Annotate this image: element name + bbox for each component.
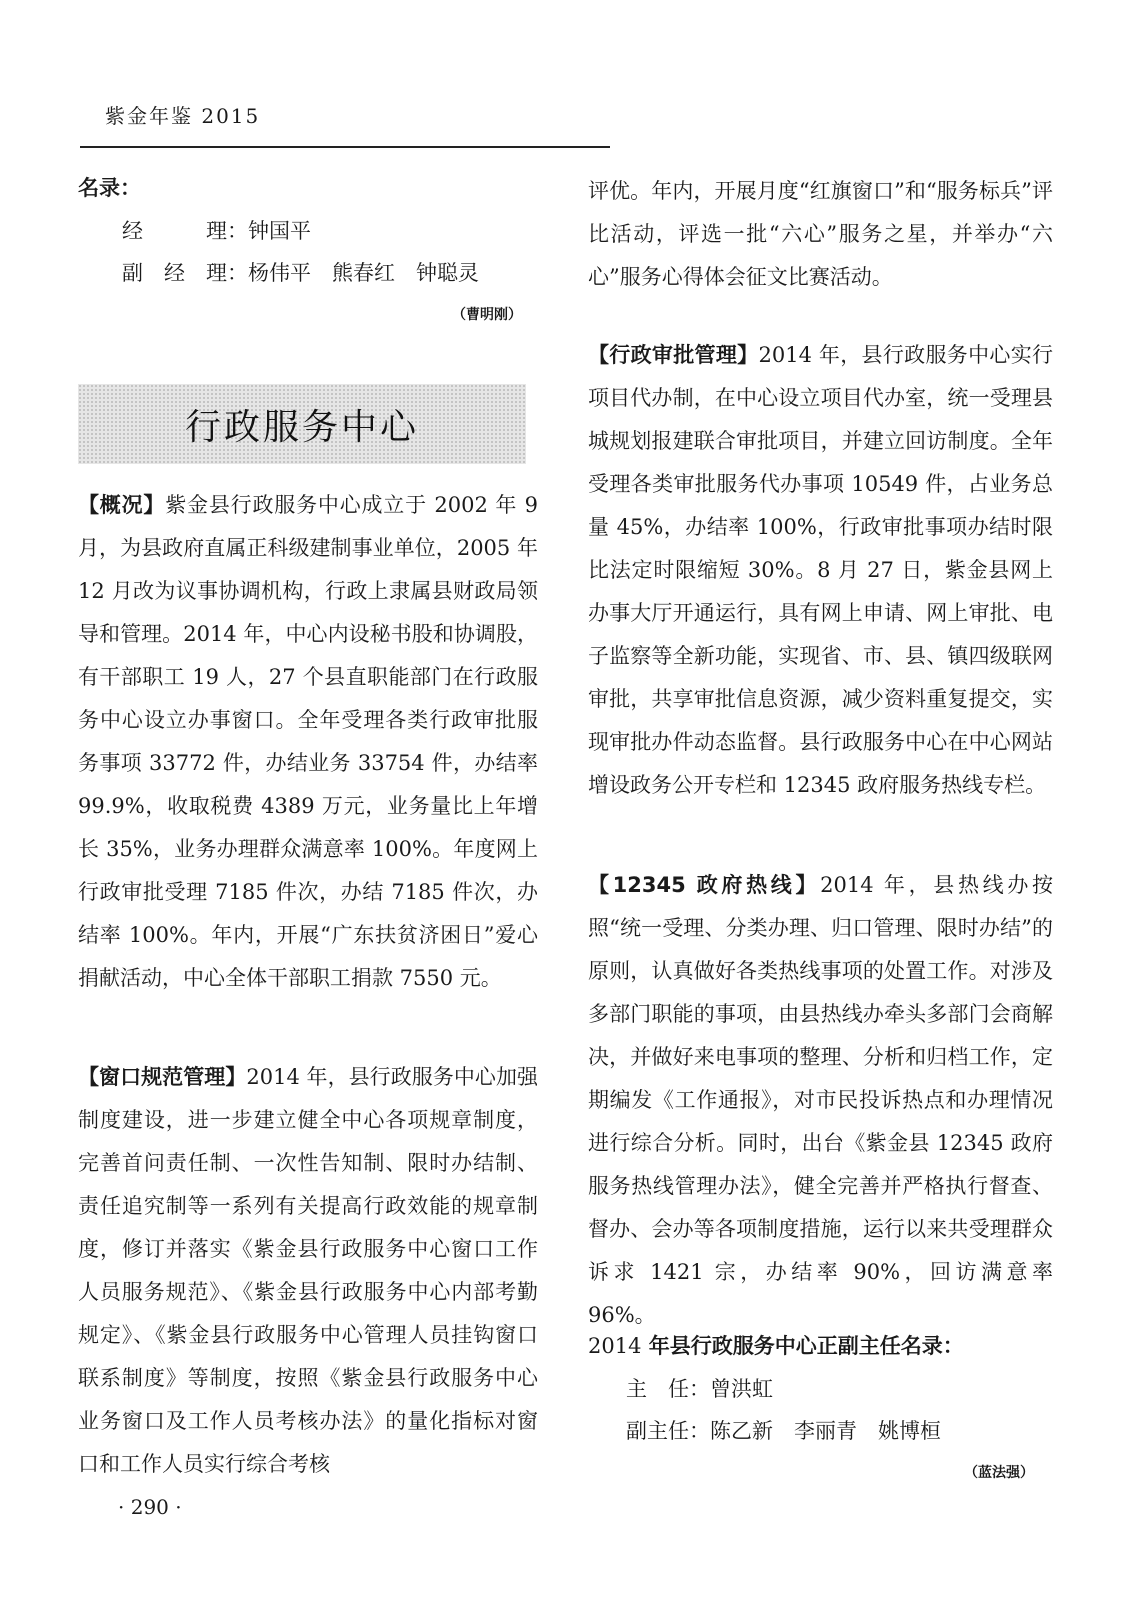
right-column-3: [588, 864, 1053, 1337]
paragraph-text: 2014 年，县行政服务中心实行项目代办制，在中心设立项目代办室，统一受理县城规划报建联合审批项目，并建立回访制度。全年受理各类审批服务代办事项 10549 件，占业务总量 45%，办结率 100%，行政审批事项办结时限比法定时限缩短 30%。8 月 27 日，紫金县网上办事大厅开通运行，具有网上申请、网上审批、电子监察等全新功能，实现省、市、县、镇四级联网审批，共享审批信息资源，减少资料重复提交，实现审批办件动态监督。县行政服务中心在中心网站增设政务公开专栏和 12345 政府服务热线专栏。: [588, 343, 1054, 797]
paragraph-hotline: [588, 864, 1053, 1337]
left-column: [78, 484, 538, 1000]
roster-line: 主 任：曾洪虹: [626, 1377, 773, 1401]
right-column: [588, 170, 1053, 299]
roster-title-year: 2014: [588, 1334, 642, 1358]
paragraph-text: 2014 年，县热线办按照“统一受理、分类办理、归口管理、限时办结”的原则，认真做好各类热线事项的处置工作。对涉及多部门职能的事项，由县热线办牵头多部门会商解决，并做好来电事项的整理、分析和归档工作，定期编发《工作通报》，对市民投诉热点和办理情况进行综合分析。同时，出台《紫金县 12345 政府服务热线管理办法》，健全完善并严格执行督查、督办、会办等各项制度措施，运行以来共受理群众诉求 1421 宗，办结率 90%，回访满意率 96%。: [588, 873, 1053, 1327]
right-column-2: [588, 334, 1053, 807]
running-header: 紫金年鉴 2015: [105, 104, 261, 128]
prev-roster-line: 经 理：钟国平: [122, 219, 311, 243]
paragraph-approval-management: [588, 334, 1053, 807]
paragraph-overview: [78, 484, 538, 1000]
left-column-2: [78, 1056, 538, 1486]
prev-roster-title: 名录：: [78, 176, 141, 200]
roster-line: 副主任：陈乙新 李丽青 姚博桓: [626, 1419, 941, 1443]
roster-title-text: 年县行政服务中心正副主任名录：: [641, 1334, 964, 1358]
paragraph-text: 评优。年内，开展月度“红旗窗口”和“服务标兵”评比活动，评选一批“六心”服务之星，并举办“六心”服务心得体会征文比赛活动。: [588, 179, 1053, 289]
prev-section-credit: （曹明刚）: [452, 307, 522, 323]
roster-credit: （蓝法强）: [964, 1465, 1034, 1481]
paragraph-heading: 【行政审批管理】: [588, 343, 759, 367]
roster-title: [588, 1330, 964, 1360]
section-title: 行政服务中心: [184, 406, 419, 448]
paragraph-heading: 【12345 政府热线】: [588, 873, 821, 897]
paragraph-continuation: [588, 170, 1053, 299]
prev-roster-line: 副 经 理：杨伟平 熊春红 钟聪灵: [122, 261, 479, 285]
header-rule: [80, 146, 610, 148]
paragraph-window-management: [78, 1056, 538, 1486]
paragraph-heading: 【概况】: [78, 493, 166, 517]
paragraph-text: 紫金县行政服务中心成立于 2002 年 9 月，为县政府直属正科级建制事业单位，2005 年 12 月改为议事协调机构，行政上隶属县财政局领导和管理。2014 年，中心内设秘书股和协调股，有干部职工 19 人，27 个县直职能部门在行政服务中心设立办事窗口。全年受理各类行政审批服务事项 33772 件，办结业务 33754 件，办结率 99.9%，收取税费 4389 万元，业务量比上年增长 35%，业务办理群众满意率 100%。年度网上行政审批受理 7185 件次，办结 7185 件次，办结率 100%。年内，开展“广东扶贫济困日”爱心捐献活动，中心全体干部职工捐款 7550 元。: [78, 493, 538, 990]
page-number: · 290 ·: [118, 1495, 182, 1519]
section-banner: [78, 384, 526, 464]
paragraph-heading: 【窗口规范管理】: [78, 1065, 247, 1089]
paragraph-text: 2014 年，县行政服务中心加强制度建设，进一步建立健全中心各项规章制度，完善首问责任制、一次性告知制、限时办结制、责任追究制等一系列有关提高行政效能的规章制度，修订并落实《紫金县行政服务中心窗口工作人员服务规范》、《紫金县行政服务中心内部考勤规定》、《紫金县行政服务中心管理人员挂钩窗口联系制度》等制度，按照《紫金县行政服务中心业务窗口及工作人员考核办法》的量化指标对窗口和工作人员实行综合考核: [78, 1065, 538, 1476]
